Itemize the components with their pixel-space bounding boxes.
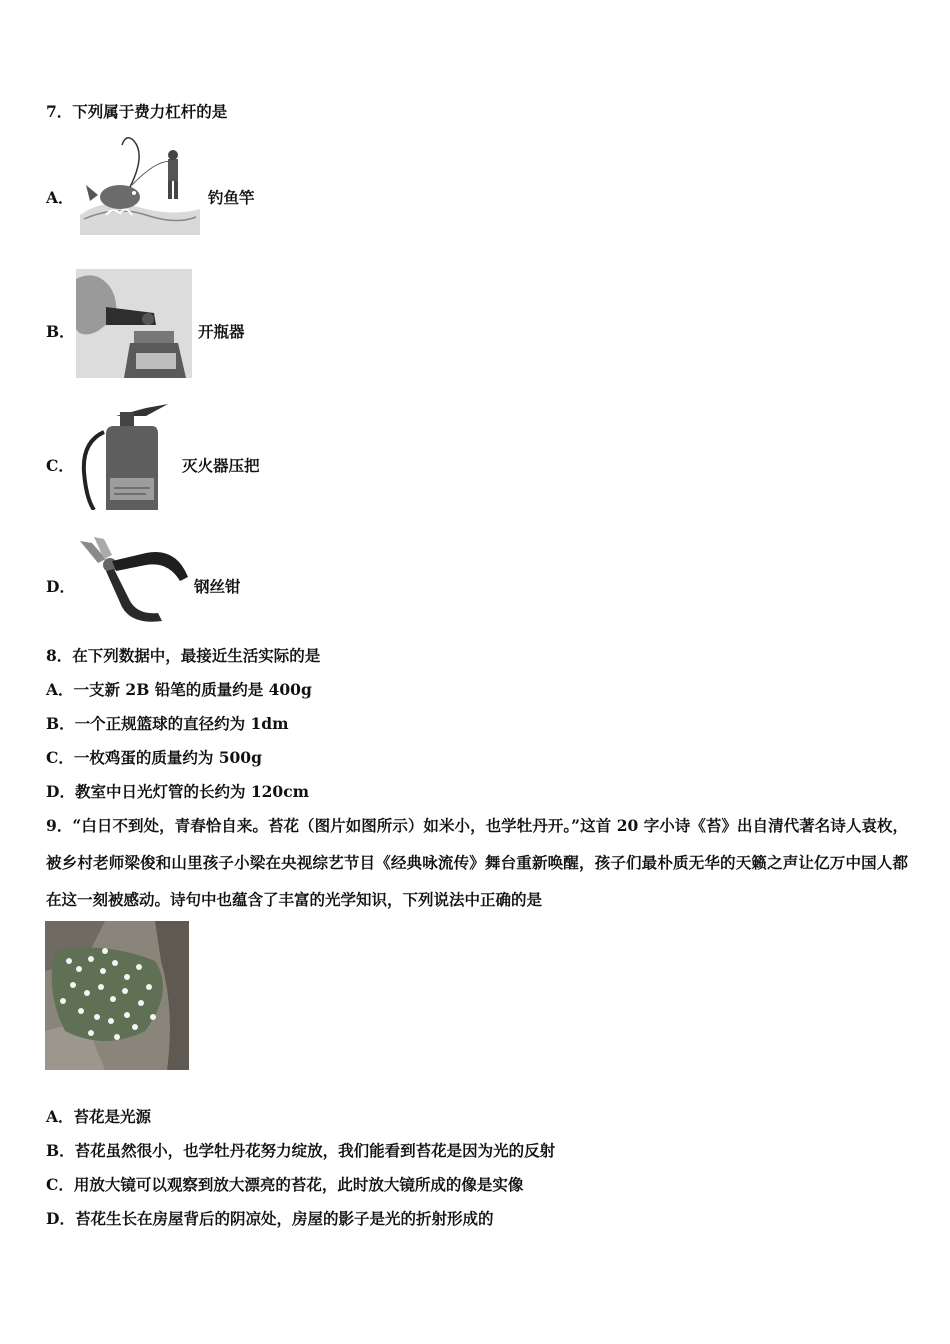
q9-stem: 9．“白日不到处，青春恰自来。苔花（图片如图所示）如米小，也学牡丹开。”这首 20 字小诗《苔》出自清代著名诗人袁枚，被乡村老师梁俊和山里孩子小梁在央视综艺节目《经典咏流传》舞台重新唤醒，孩子们最朴质无华的天籁之声让亿万中国人都在这一刻被感动。诗句中也蕴含了丰富的光学知识，下列说法中正确的是 [46,816,908,909]
q8-option-b: B．一个正规篮球的直径约为 1dm [46,714,289,733]
q7-option-d-caption: 钢丝钳 [194,577,241,596]
q7-option-c-label: C． [46,456,74,475]
q8-stem: 8．在下列数据中，最接近生活实际的是 [46,646,321,665]
q7-option-a-caption: 钓鱼竿 [208,188,255,207]
q7-stem: 7．下列属于费力杠杆的是 [46,102,228,121]
pliers-icon [76,537,190,627]
q8-option-c: C．一枚鸡蛋的质量约为 500g [46,748,262,767]
q7-option-b-caption: 开瓶器 [198,322,245,341]
bottle-opener-icon [76,269,192,378]
q7-option-a-label: A． [46,188,74,207]
q9-option-b: B．苔花虽然很小，也学牡丹花努力绽放，我们能看到苔花是因为光的反射 [46,1141,556,1160]
q9-option-c: C．用放大镜可以观察到放大漂亮的苔花，此时放大镜所成的像是实像 [46,1175,524,1194]
q7-option-d-label: D． [46,577,75,596]
q8-option-a: A．一支新 2B 铅笔的质量约是 400g [46,680,312,699]
q7-option-b-label: B． [46,322,75,341]
q8-option-d: D．教室中日光灯管的长约为 120cm [46,782,310,801]
q9-option-d: D．苔花生长在房屋背后的阴凉处，房屋的影子是光的折射形成的 [46,1209,494,1228]
q9-option-a: A．苔花是光源 [46,1107,152,1126]
moss-flower-photo [45,921,189,1070]
fire-extinguisher-icon [76,402,172,510]
fishing-rod-icon [76,135,208,238]
q7-option-c-caption: 灭火器压把 [182,456,260,475]
